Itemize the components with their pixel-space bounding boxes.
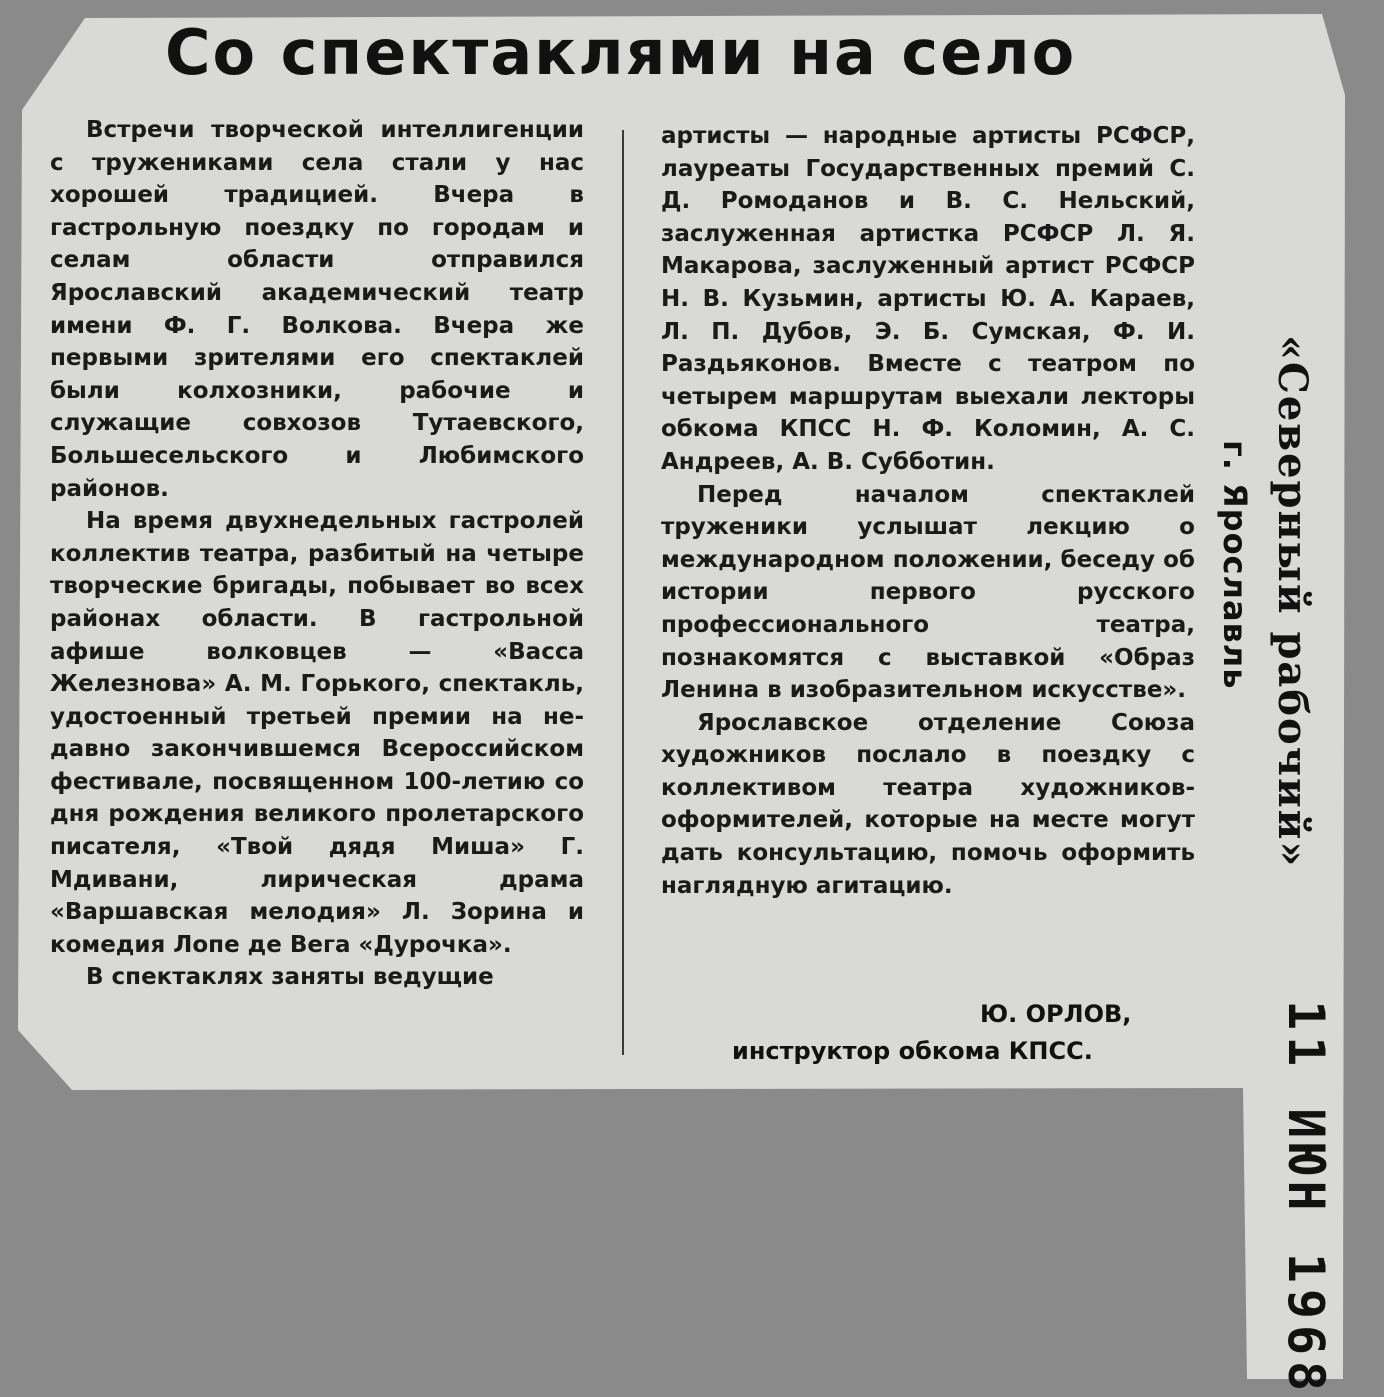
date-stamp: 11 ИЮН 1968 [1277,1000,1335,1397]
column-divider [622,130,624,1055]
signature-name: Ю. ОРЛОВ, [980,1000,1132,1028]
article-title: Со спектаклями на село [165,16,1077,89]
paragraph: артисты — народные артисты РСФСР, лауреаты Государственных премий С. Д. Ромоданов и В. С. Нельский, заслуженная артистка РСФСР Л. Я. Макарова, заслуженный артист РСФСР Н. В. Кузьмин, артисты Ю. А. Караев, Л. П. Дубов, Э. Б. Сумская, Ф. И. Раздьяконов. Вместе с театром по четырем маршрутам выехали лекторы обкома КПСС Н. Ф. Коломин, А. С. Андреев, А. В. Субботин. [661,123,1195,475]
paragraph: Ярославское отделение Союза художников послало в поездку с коллективом театра художников-оформителей, которые на месте могут дать консультацию, помочь оформить наглядную агитацию. [661,709,1195,899]
paragraph: В спектаклях заняты ведущие [86,964,494,991]
signature-role: инструктор обкома КПСС. [732,1037,1093,1065]
paragraph: Встречи творческой интеллигенции с тружениками села стали у нас хорошей традицией. Вчера в гастрольную поездку по городам и селам области отправился Ярославский академический театр имени Ф. Г. Волкова. Вчера же первыми зрителями его спектаклей были колхозники, рабочие и служащие совхозов Тутаевского, Большесельского и Любимского районов. [50,117,584,502]
paragraph: На время двухнедельных гастролей коллектив театра, разбитый на четыре творческие бригады, побывает во всех районах области. В гастрольной афише волковцев — «Васса Железнова» А. М. Горького, спектакль, удостоенный третьей премии на недавно закончившемся Всероссийском фестивале, посвященном 100-летию со дня рождения великого пролетарского писателя, «Твой дядя Миша» Г. Мдивани, лирическая драма «Варшавская мелодия» Л. Зорина и комедия Лопе де Вега «Дурочка». [50,508,584,958]
left-column [50,114,584,994]
newspaper-stamp: «Северный рабочий» [1269,335,1316,869]
paragraph: Перед началом спектаклей труженики услышат лекцию о международном положении, беседу об истории первого русского профессионального театра, познакомятся с выставкой «Образ Ленина в изобразительном искусстве». [661,481,1195,704]
right-column [661,120,1195,902]
city-stamp: г. Ярославль [1216,440,1254,690]
